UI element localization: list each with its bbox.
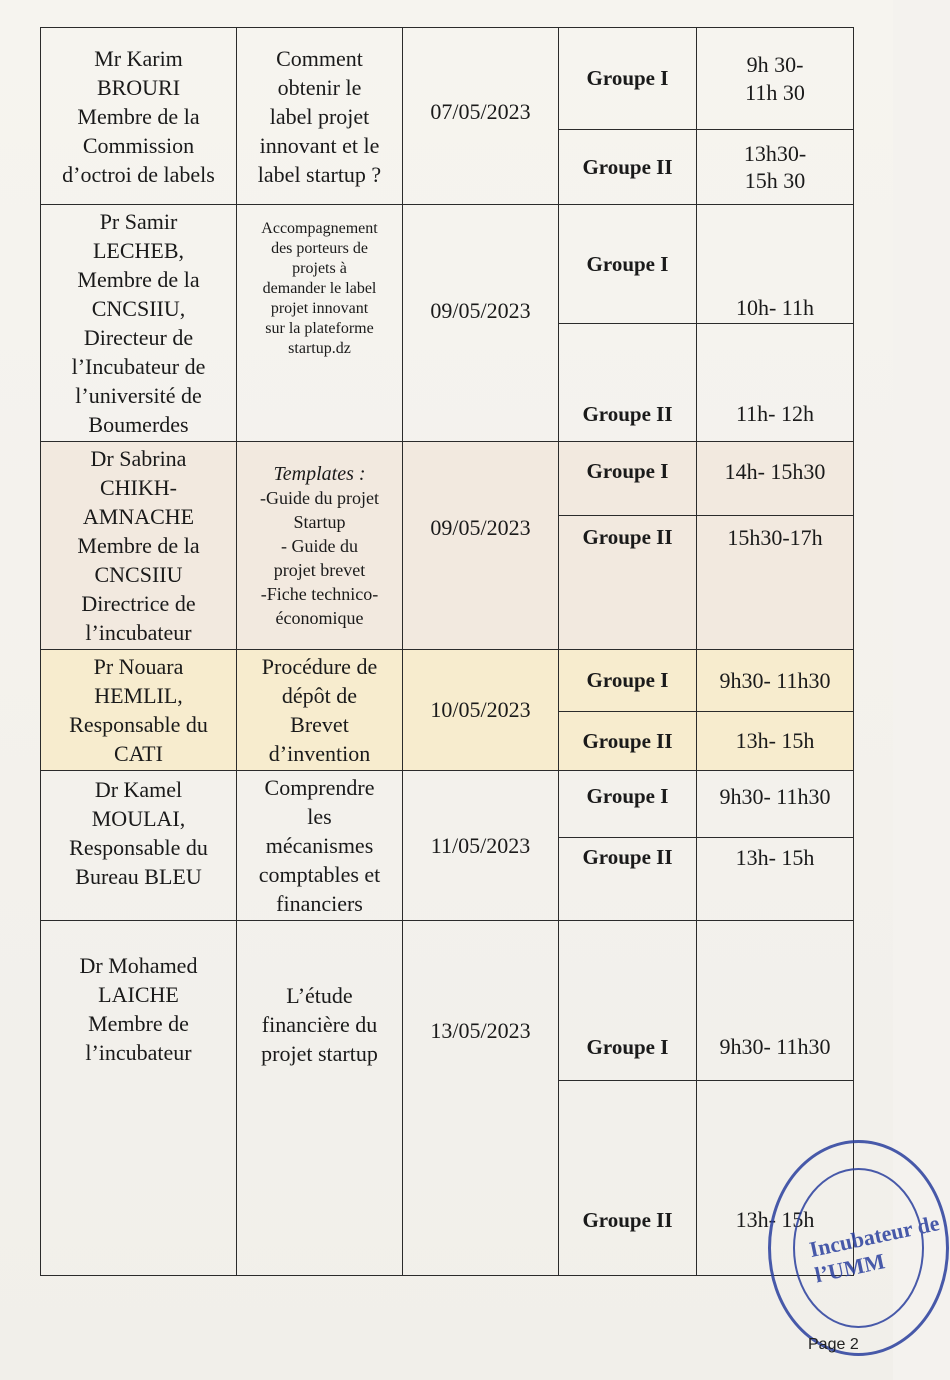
time-cell: 11h- 12h <box>697 324 854 442</box>
date-cell: 13/05/2023 <box>403 921 559 1276</box>
time-cell: 9h30- 11h30 <box>697 771 854 838</box>
time-cell: 9h30- 11h30 <box>697 921 854 1081</box>
date-cell: 11/05/2023 <box>403 771 559 921</box>
group-cell: Groupe I <box>559 650 697 712</box>
speaker-cell: Mr Karim BROURI Membre de la Commission d’octroi de labels <box>41 28 237 205</box>
speaker-cell: Dr Sabrina CHIKH- AMNACHE Membre de la CNCSIIU Directrice de l’incubateur <box>41 442 237 650</box>
table-row <box>41 28 854 130</box>
date-cell: 07/05/2023 <box>403 28 559 205</box>
topic-cell: Comment obtenir le label projet innovant et le label startup ? <box>237 28 403 205</box>
group-cell: Groupe II <box>559 324 697 442</box>
time-cell: 13h- 15h <box>697 838 854 921</box>
time-cell: 9h 30- 11h 30 <box>697 28 854 130</box>
table-row <box>41 442 854 516</box>
speaker-cell: Pr Nouara HEMLIL, Responsable du CATI <box>41 650 237 771</box>
time-cell: 15h30-17h <box>697 515 854 649</box>
group-cell: Groupe I <box>559 205 697 324</box>
incubator-stamp <box>768 1140 949 1356</box>
time-cell: 13h- 15h <box>697 1081 854 1276</box>
table-row <box>41 771 854 838</box>
time-cell: 13h- 15h <box>697 711 854 770</box>
date-cell: 09/05/2023 <box>403 442 559 650</box>
topic-cell: Accompagnement des porteurs de projets à demander le label projet innovant sur la plateforme startup.dz <box>237 205 403 442</box>
schedule-table <box>40 27 854 1276</box>
speaker-cell: Dr Kamel MOULAI, Responsable du Bureau BLEU <box>41 771 237 921</box>
table-row <box>41 921 854 1081</box>
group-cell: Groupe I <box>559 771 697 838</box>
group-cell: Groupe I <box>559 442 697 516</box>
group-cell: Groupe II <box>559 130 697 205</box>
topic-cell: L’étude financière du projet startup <box>237 921 403 1276</box>
page-number: Page 2 <box>808 1336 859 1353</box>
topic-cell: Templates : -Guide du projet Startup - Guide du projet brevet -Fiche technico- économique <box>237 442 403 650</box>
group-cell: Groupe II <box>559 711 697 770</box>
group-cell: Groupe II <box>559 838 697 921</box>
table-row <box>41 650 854 712</box>
speaker-cell: Pr Samir LECHEB, Membre de la CNCSIIU, Directeur de l’Incubateur de l’université de Boumerdes <box>41 205 237 442</box>
date-cell: 10/05/2023 <box>403 650 559 771</box>
stamp-text: Incubateur de l’UMM <box>807 1210 942 1288</box>
group-cell: Groupe II <box>559 515 697 649</box>
group-cell: Groupe II <box>559 1081 697 1276</box>
table-row <box>41 205 854 324</box>
group-cell: Groupe I <box>559 921 697 1081</box>
speaker-cell: Dr Mohamed LAICHE Membre de l’incubateur <box>41 921 237 1276</box>
time-cell: 14h- 15h30 <box>697 442 854 516</box>
date-cell: 09/05/2023 <box>403 205 559 442</box>
group-cell: Groupe I <box>559 28 697 130</box>
topic-cell: Procédure de dépôt de Brevet d’invention <box>237 650 403 771</box>
time-cell: 13h30- 15h 30 <box>697 130 854 205</box>
time-cell: 10h- 11h <box>697 205 854 324</box>
time-cell: 9h30- 11h30 <box>697 650 854 712</box>
topic-cell: Comprendre les mécanismes comptables et financiers <box>237 771 403 921</box>
